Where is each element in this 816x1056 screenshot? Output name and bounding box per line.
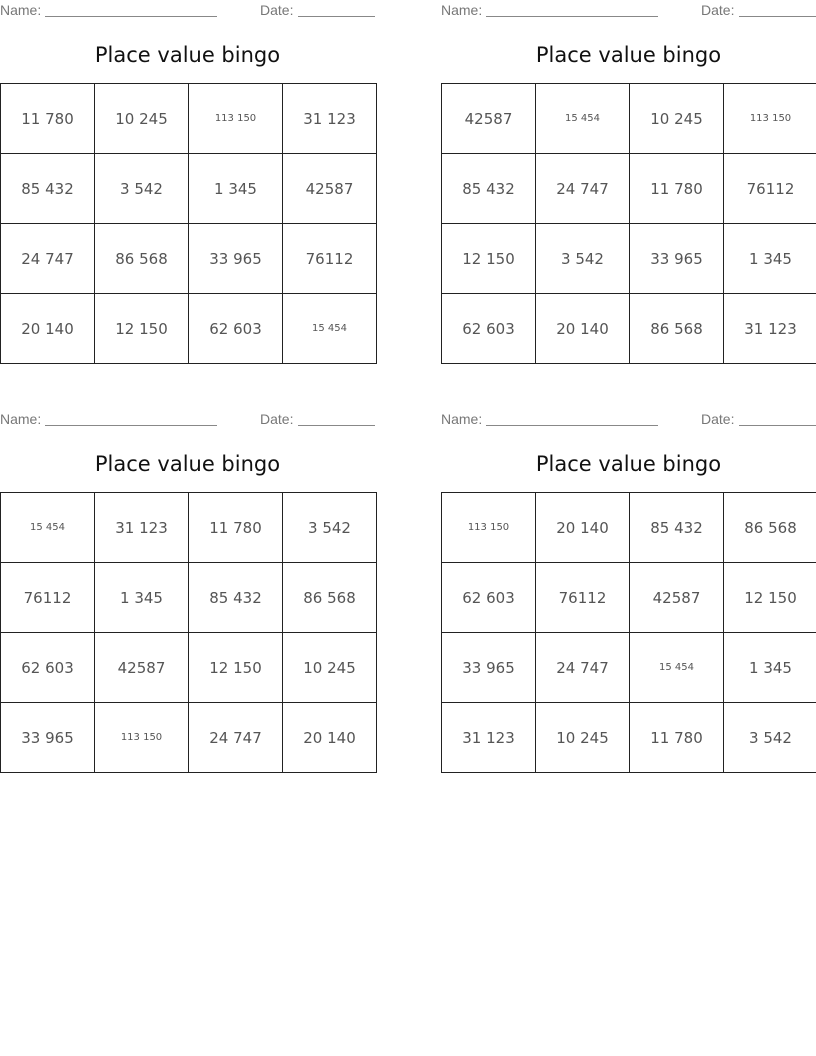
name-label: Name: bbox=[441, 2, 483, 18]
grid-cell: 10 245 bbox=[95, 84, 189, 154]
grid-cell: 42587 bbox=[630, 563, 724, 633]
name-date-row bbox=[441, 411, 816, 429]
name-date-row bbox=[0, 2, 375, 20]
grid-cell: 11 780 bbox=[189, 493, 283, 563]
name-field-line bbox=[486, 16, 658, 17]
grid-cell: 12 150 bbox=[189, 633, 283, 703]
grid-cell: 10 245 bbox=[630, 84, 724, 154]
grid-row bbox=[442, 703, 816, 773]
grid-cell: 24 747 bbox=[189, 703, 283, 773]
bingo-grid bbox=[441, 83, 816, 364]
date-field-line bbox=[298, 425, 375, 426]
grid-row bbox=[1, 294, 377, 364]
grid-cell: 62 603 bbox=[189, 294, 283, 364]
grid-cell: 3 542 bbox=[536, 224, 630, 294]
grid-cell: 113 150 bbox=[95, 703, 189, 773]
grid-cell: 31 123 bbox=[95, 493, 189, 563]
grid-cell: 15 454 bbox=[1, 493, 95, 563]
grid-cell: 10 245 bbox=[283, 633, 377, 703]
bingo-card-3 bbox=[0, 409, 375, 809]
grid-row bbox=[442, 493, 816, 563]
date-label: Date: bbox=[701, 411, 735, 427]
grid-row bbox=[1, 633, 377, 703]
grid-row bbox=[442, 633, 816, 703]
grid-cell: 31 123 bbox=[283, 84, 377, 154]
grid-row bbox=[442, 84, 816, 154]
grid-cell: 31 123 bbox=[442, 703, 536, 773]
name-field-line bbox=[486, 425, 658, 426]
grid-row bbox=[1, 84, 377, 154]
date-label: Date: bbox=[260, 2, 294, 18]
grid-cell: 20 140 bbox=[536, 493, 630, 563]
grid-row bbox=[1, 703, 377, 773]
name-field-line bbox=[45, 16, 217, 17]
grid-cell: 24 747 bbox=[536, 633, 630, 703]
grid-cell: 33 965 bbox=[442, 633, 536, 703]
grid-cell: 76112 bbox=[536, 563, 630, 633]
name-date-row bbox=[441, 2, 816, 20]
date-field-line bbox=[739, 425, 816, 426]
grid-cell: 113 150 bbox=[442, 493, 536, 563]
bingo-card-4 bbox=[441, 409, 816, 809]
bingo-card-2 bbox=[441, 0, 816, 400]
name-label: Name: bbox=[0, 411, 42, 427]
grid-cell: 31 123 bbox=[724, 294, 816, 364]
grid-cell: 42587 bbox=[95, 633, 189, 703]
grid-cell: 62 603 bbox=[1, 633, 95, 703]
name-date-row bbox=[0, 411, 375, 429]
grid-row bbox=[442, 224, 816, 294]
grid-cell: 20 140 bbox=[1, 294, 95, 364]
grid-cell: 85 432 bbox=[630, 493, 724, 563]
card-title: Place value bingo bbox=[94, 452, 281, 476]
grid-cell: 76112 bbox=[724, 154, 816, 224]
grid-cell: 85 432 bbox=[442, 154, 536, 224]
card-title: Place value bingo bbox=[535, 43, 722, 67]
name-field-line bbox=[45, 425, 217, 426]
grid-cell: 11 780 bbox=[630, 154, 724, 224]
grid-cell: 24 747 bbox=[1, 224, 95, 294]
grid-cell: 20 140 bbox=[536, 294, 630, 364]
grid-cell: 3 542 bbox=[95, 154, 189, 224]
grid-cell: 113 150 bbox=[189, 84, 283, 154]
grid-row bbox=[442, 294, 816, 364]
name-label: Name: bbox=[0, 2, 42, 18]
bingo-grid bbox=[441, 492, 816, 773]
grid-cell: 86 568 bbox=[95, 224, 189, 294]
grid-cell: 33 965 bbox=[630, 224, 724, 294]
date-label: Date: bbox=[260, 411, 294, 427]
grid-cell: 86 568 bbox=[630, 294, 724, 364]
grid-cell: 12 150 bbox=[442, 224, 536, 294]
date-field-line bbox=[298, 16, 375, 17]
grid-cell: 33 965 bbox=[189, 224, 283, 294]
card-title: Place value bingo bbox=[535, 452, 722, 476]
grid-row bbox=[1, 493, 377, 563]
grid-cell: 76112 bbox=[283, 224, 377, 294]
grid-cell: 62 603 bbox=[442, 294, 536, 364]
grid-cell: 11 780 bbox=[1, 84, 95, 154]
grid-cell: 1 345 bbox=[95, 563, 189, 633]
grid-cell: 42587 bbox=[442, 84, 536, 154]
grid-cell: 15 454 bbox=[536, 84, 630, 154]
grid-row bbox=[442, 154, 816, 224]
grid-cell: 86 568 bbox=[724, 493, 816, 563]
bingo-grid bbox=[0, 83, 377, 364]
bingo-card-1 bbox=[0, 0, 375, 400]
grid-cell: 15 454 bbox=[283, 294, 377, 364]
date-label: Date: bbox=[701, 2, 735, 18]
bingo-grid bbox=[0, 492, 377, 773]
grid-row bbox=[1, 563, 377, 633]
grid-cell: 24 747 bbox=[536, 154, 630, 224]
grid-cell: 76112 bbox=[1, 563, 95, 633]
grid-cell: 12 150 bbox=[95, 294, 189, 364]
grid-cell: 11 780 bbox=[630, 703, 724, 773]
grid-cell: 1 345 bbox=[189, 154, 283, 224]
grid-cell: 85 432 bbox=[1, 154, 95, 224]
date-field-line bbox=[739, 16, 816, 17]
grid-row bbox=[1, 224, 377, 294]
grid-row bbox=[442, 563, 816, 633]
grid-cell: 1 345 bbox=[724, 633, 816, 703]
card-title: Place value bingo bbox=[94, 43, 281, 67]
name-label: Name: bbox=[441, 411, 483, 427]
grid-cell: 3 542 bbox=[724, 703, 816, 773]
grid-cell: 113 150 bbox=[724, 84, 816, 154]
grid-cell: 12 150 bbox=[724, 563, 816, 633]
grid-cell: 15 454 bbox=[630, 633, 724, 703]
grid-cell: 1 345 bbox=[724, 224, 816, 294]
grid-cell: 86 568 bbox=[283, 563, 377, 633]
grid-cell: 33 965 bbox=[1, 703, 95, 773]
grid-cell: 42587 bbox=[283, 154, 377, 224]
grid-cell: 20 140 bbox=[283, 703, 377, 773]
grid-cell: 85 432 bbox=[189, 563, 283, 633]
grid-cell: 3 542 bbox=[283, 493, 377, 563]
grid-row bbox=[1, 154, 377, 224]
grid-cell: 62 603 bbox=[442, 563, 536, 633]
grid-cell: 10 245 bbox=[536, 703, 630, 773]
